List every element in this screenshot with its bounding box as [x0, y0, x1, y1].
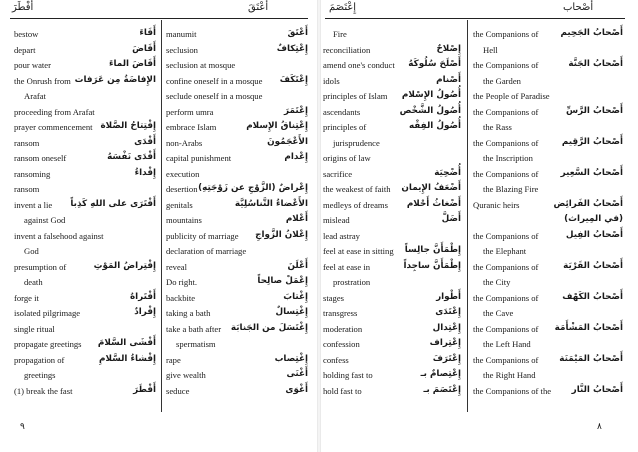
dictionary-entry — [166, 229, 308, 245]
entry-arabic: إِفْتِراضُ المَوْتِ — [93, 260, 156, 271]
dictionary-entry — [323, 27, 461, 43]
dictionary-entry — [14, 136, 156, 152]
entry-arabic: إِغْتابَ — [283, 291, 308, 302]
dictionary-entry — [14, 260, 156, 276]
entry-arabic: أَفْتَرَى على اللهِ كَذِباً — [70, 198, 156, 209]
entry-arabic: أَصْحابُ الجَحِيم — [560, 28, 623, 38]
entry-english: origins of law — [323, 153, 371, 163]
entry-arabic: أَفْطَرَ — [133, 384, 156, 395]
dictionary-entry — [473, 43, 623, 59]
entry-english: the weakest of faith — [323, 184, 391, 194]
dictionary-entry — [473, 136, 623, 152]
entry-english: the Companions of — [473, 323, 539, 334]
entry-english: embrace Islam — [166, 122, 217, 132]
dictionary-entry — [323, 353, 461, 369]
dictionary-entry — [473, 198, 623, 214]
dictionary-entry — [14, 291, 156, 307]
entry-arabic: أَصْحابُ المَيْمَنَة — [559, 353, 623, 364]
right-page-number: ٨ — [597, 421, 602, 431]
entry-english: Fire — [333, 29, 347, 39]
dictionary-entry — [323, 322, 461, 338]
entry-english: execution — [166, 168, 200, 179]
entry-arabic: إِفْشاءُ السَّلامِ — [99, 353, 156, 364]
entry-english: declaration of marriage — [166, 246, 247, 256]
left-page-column-divider — [161, 20, 162, 412]
dictionary-entry — [14, 322, 156, 338]
dictionary-entry — [473, 120, 623, 136]
entry-arabic: أَصْحابُ الجَنَّة — [568, 59, 623, 69]
entry-arabic: الأَعْجَمُونَ — [267, 136, 308, 147]
dictionary-entry — [14, 368, 156, 384]
dictionary-entry — [323, 337, 461, 353]
dictionary-entry — [166, 322, 308, 338]
dictionary-entry — [473, 322, 623, 338]
entry-arabic: أَفْتَراهُ — [129, 291, 156, 302]
entry-english: depart — [14, 44, 36, 55]
dictionary-entry — [473, 27, 623, 43]
entry-arabic: إِصْلاحٌ — [436, 43, 461, 54]
dictionary-entry — [166, 244, 308, 260]
entry-arabic: أَصْحابُ الفِيل — [565, 229, 623, 240]
entry-arabic: أَغْوَى — [285, 384, 308, 395]
entry-english: manumit — [166, 29, 197, 39]
right-page-column-1 — [323, 27, 461, 399]
entry-english: lead astray — [323, 230, 360, 241]
entry-english: confine oneself in a mosque — [166, 75, 263, 86]
dictionary-entry — [166, 43, 308, 59]
entry-arabic: أَصْحابُ النَّار — [571, 384, 623, 395]
entry-english: rape — [166, 354, 181, 365]
entry-arabic: إِغْتِسالٌ — [275, 307, 308, 317]
dictionary-entry — [14, 384, 156, 400]
dictionary-entry — [166, 368, 308, 384]
entry-english: desertion — [166, 184, 198, 194]
entry-english: Quranic heirs — [473, 199, 520, 210]
entry-english: forge it — [14, 292, 39, 303]
dictionary-entry — [166, 58, 308, 74]
entry-english: the Companions of — [473, 261, 539, 272]
entry-english: seclude oneself in a mosque — [166, 91, 263, 101]
dictionary-entry — [323, 275, 461, 291]
entry-arabic: أَضْغاثُ أَحْلام — [406, 198, 461, 209]
entry-english: Do right. — [166, 277, 198, 287]
entry-arabic: إِعْراضٌ (الزَّوْجِ عن زَوْجَتِهِ) — [198, 183, 308, 193]
dictionary-entry — [323, 136, 461, 152]
entry-arabic: أَفَاضَ الماءَ — [109, 59, 156, 69]
entry-english: the Companions of the — [473, 385, 552, 396]
dictionary-entry — [166, 182, 308, 198]
entry-english: holding fast to — [323, 370, 373, 380]
dictionary-entry — [473, 89, 623, 105]
entry-english: jurisprudence — [333, 137, 380, 148]
entry-english: sacrifice — [323, 168, 353, 179]
entry-arabic: أُصُولُ الفِقْه — [408, 121, 461, 131]
dictionary-entry — [473, 58, 623, 74]
entry-english: medleys of dreams — [323, 199, 388, 210]
dictionary-entry — [14, 151, 156, 167]
dictionary-entry — [166, 120, 308, 136]
entry-english: idols — [323, 75, 340, 86]
dictionary-entry — [323, 291, 461, 307]
entry-arabic: إِفْرادٌ — [134, 307, 156, 317]
entry-english: reveal — [166, 261, 187, 272]
entry-english: capital punishment — [166, 153, 232, 163]
entry-arabic: إِعْدام — [284, 152, 308, 162]
entry-arabic: الأَعْضاءُ التَّناسُلِيَّة — [234, 198, 308, 209]
entry-arabic: إِعْتِناقُ الإِسلام — [246, 121, 308, 131]
entry-english: the Companions of — [473, 60, 539, 70]
dictionary-entry — [14, 353, 156, 369]
entry-arabic: إِعْتِصامٌ بـ — [420, 369, 461, 379]
dictionary-entry — [166, 136, 308, 152]
entry-english: death — [24, 277, 43, 287]
entry-english: invent a falsehood against — [14, 230, 104, 241]
entry-english: ransom — [14, 137, 40, 148]
left-page-number: ٩ — [20, 421, 25, 431]
entry-english: the People of Paradise — [473, 91, 550, 101]
entry-english: the Blazing Fire — [483, 184, 539, 194]
right-page-header-left: إِعْتَصَمَ — [329, 2, 357, 13]
left-page-column-1 — [14, 27, 156, 399]
dictionary-entry — [323, 384, 461, 400]
dictionary-entry — [323, 43, 461, 59]
right-page-column-divider — [467, 20, 468, 412]
entry-arabic: إِعْلانُ الزَّواجِ — [255, 229, 308, 240]
dictionary-entry — [166, 306, 308, 322]
entry-arabic: أَفْدَى — [134, 136, 156, 147]
dictionary-entry — [323, 244, 461, 260]
entry-english: (1) break the fast — [14, 385, 73, 396]
dictionary-entry — [14, 27, 156, 43]
entry-english: presumption of — [14, 261, 67, 272]
dictionary-entry — [473, 167, 623, 183]
entry-english: perform umra — [166, 106, 214, 117]
entry-arabic: أُصُولُ الشَّخْص — [399, 105, 461, 116]
entry-english: take a bath after — [166, 323, 222, 334]
entry-english: the Garden — [483, 75, 521, 86]
dictionary-entry — [473, 368, 623, 384]
dictionary-entry — [166, 74, 308, 90]
entry-arabic: أَفَاضَ — [132, 43, 156, 54]
dictionary-entry — [166, 89, 308, 105]
entry-english: the Companions of — [473, 29, 539, 39]
dictionary-entry — [14, 337, 156, 353]
right-page — [319, 0, 638, 452]
entry-arabic: أَصْحابُ الفَرائِض — [553, 198, 623, 209]
entry-arabic: أَصْحابُ المَشْأَمَة — [554, 322, 623, 333]
dictionary-entry — [473, 275, 623, 291]
entry-english: stages — [323, 292, 345, 303]
dictionary-entry — [473, 74, 623, 90]
entry-english: the Rass — [483, 122, 512, 132]
entry-english: principles of — [323, 122, 367, 132]
left-page-header-right: أَعْتَقَ — [248, 2, 269, 13]
entry-arabic: أَصْحابُ الرَّقِيم — [561, 136, 623, 147]
entry-arabic: إِعْمَلْ صالِحاً — [257, 276, 308, 286]
dictionary-entry — [166, 105, 308, 121]
dictionary-entry — [14, 229, 156, 245]
dictionary-entry — [473, 213, 623, 229]
entry-english: seclusion at mosque — [166, 60, 236, 70]
entry-arabic: أَضَلَّ — [441, 214, 461, 224]
entry-english: ransoming — [14, 168, 51, 179]
entry-english: ransom — [14, 184, 40, 194]
dictionary-entry — [323, 368, 461, 384]
entry-arabic: إِعْتَكَفَ — [279, 74, 308, 85]
dictionary-entry — [14, 275, 156, 291]
entry-arabic: الإِفاضَةُ مِن عَرَفات — [74, 74, 156, 85]
entry-arabic: إِفْتِتاحُ الصَّلاة — [100, 121, 156, 131]
entry-english: against God — [24, 215, 66, 225]
entry-english: reconciliation — [323, 44, 371, 55]
dictionary-entry — [166, 353, 308, 369]
entry-arabic: أَصْحابُ القَرْيَة — [563, 260, 623, 271]
entry-arabic: إِعْتَدَى — [435, 307, 461, 317]
dictionary-entry — [166, 198, 308, 214]
entry-english: the Companions of — [473, 137, 539, 148]
entry-arabic: إِعْتِكافٌ — [276, 43, 308, 54]
entry-english: genitals — [166, 199, 193, 210]
dictionary-entry — [14, 182, 156, 198]
dictionary-entry — [14, 244, 156, 260]
entry-english: the Right Hand — [483, 370, 536, 380]
dictionary-entry — [473, 182, 623, 198]
dictionary-entry — [166, 337, 308, 353]
entry-english: seduce — [166, 385, 190, 396]
entry-english: confess — [323, 354, 349, 365]
dictionary-entry — [166, 275, 308, 291]
dictionary-entry — [323, 260, 461, 276]
dictionary-entry — [14, 120, 156, 136]
dictionary-entry — [323, 213, 461, 229]
entry-english: give wealth — [166, 370, 206, 380]
entry-arabic: أَصْنام — [436, 74, 461, 85]
entry-english: the Elephant — [483, 246, 527, 256]
entry-arabic: أَعْلَنَ — [287, 260, 308, 271]
entry-english: the City — [483, 277, 511, 287]
dictionary-entry — [473, 229, 623, 245]
dictionary-entry — [473, 337, 623, 353]
entry-arabic: أَصْحابُ السَّعِير — [560, 167, 623, 178]
dictionary-entry — [473, 306, 623, 322]
entry-english: backbite — [166, 292, 196, 303]
dictionary-entry — [323, 58, 461, 74]
entry-english: the Companions of — [473, 106, 539, 117]
entry-english: seclusion — [166, 44, 198, 55]
dictionary-entry — [14, 105, 156, 121]
entry-arabic: إِعْتَصَمَ بـ — [423, 384, 461, 395]
dictionary-entry — [166, 260, 308, 276]
dictionary-entry — [323, 198, 461, 214]
entry-english: the Cave — [483, 308, 514, 318]
entry-english: the Companions of — [473, 168, 539, 179]
dictionary-entry — [473, 151, 623, 167]
dictionary-entry — [166, 291, 308, 307]
entry-english: pour water — [14, 60, 51, 70]
dictionary-entry — [323, 151, 461, 167]
entry-english: taking a bath — [166, 308, 211, 318]
entry-english: single ritual — [14, 323, 55, 334]
entry-english: transgress — [323, 308, 358, 318]
left-page-header-left: أَفْطَرَ — [12, 2, 34, 13]
entry-arabic: أَفْدَى نَفْسَهُ — [107, 152, 156, 162]
entry-english: Hell — [483, 44, 498, 55]
entry-arabic: أَصْحابُ الرَّسِّ — [566, 105, 623, 116]
entry-english: the Companions of — [473, 292, 539, 303]
entry-english: hold fast to — [323, 385, 362, 396]
entry-english: publicity of marriage — [166, 230, 239, 241]
right-page-header-right: أَصْحاب — [563, 2, 594, 13]
entry-english: ascendants — [323, 106, 361, 117]
dictionary-entry — [473, 260, 623, 276]
dictionary-entry — [323, 120, 461, 136]
entry-arabic: أَصْلَحَ سُلُوكَهُ — [408, 59, 461, 69]
dictionary-entry — [166, 213, 308, 229]
entry-arabic: إِغْتِصاب — [274, 353, 308, 364]
entry-arabic: إِعْتَمَرَ — [284, 105, 308, 116]
entry-arabic: أَفْشَى السَّلامَ — [97, 338, 156, 348]
entry-english: the Inscription — [483, 153, 533, 163]
entry-english: the Companions of — [473, 230, 539, 241]
dictionary-entry — [473, 384, 623, 400]
entry-english: prayer commencement — [14, 122, 93, 132]
entry-english: propagate greetings — [14, 339, 82, 349]
entry-arabic: إِطْمَأَنَّ جالِساً — [404, 245, 461, 255]
dictionary-entry — [473, 353, 623, 369]
dictionary-entry — [323, 89, 461, 105]
entry-english: invent a lie — [14, 199, 53, 210]
entry-english: Arafat — [24, 91, 46, 101]
dictionary-entry — [14, 213, 156, 229]
entry-english: moderation — [323, 323, 363, 334]
dictionary-entry — [473, 105, 623, 121]
dictionary-entry — [14, 89, 156, 105]
dictionary-entry — [323, 306, 461, 322]
right-page-header-rule — [325, 18, 625, 19]
dictionary-entry — [473, 291, 623, 307]
left-page-column-2 — [166, 27, 308, 399]
dictionary-entry — [14, 306, 156, 322]
entry-english: mislead — [323, 215, 350, 225]
dictionary-entry — [166, 27, 308, 43]
entry-arabic: إِعْتَرَفَ — [432, 353, 461, 364]
dictionary-entry — [323, 182, 461, 198]
entry-english: confession — [323, 339, 360, 349]
entry-arabic: إِعْتِراف — [429, 338, 461, 348]
dictionary-entry — [323, 105, 461, 121]
entry-arabic: أَغْنَى — [286, 369, 308, 379]
entry-english: mountains — [166, 215, 202, 225]
entry-english: non-Arabs — [166, 137, 203, 148]
entry-english: proceeding from Arafat — [14, 106, 95, 117]
entry-arabic: أَعْلام — [285, 214, 308, 224]
entry-arabic: إِطْمَأَنَّ ساجِداً — [403, 260, 461, 271]
entry-arabic: أَفَاءَ — [139, 28, 156, 38]
dictionary-entry — [323, 74, 461, 90]
entry-english: spermatism — [176, 339, 216, 349]
entry-english: principles of Islam — [323, 91, 388, 101]
dictionary-entry — [14, 58, 156, 74]
entry-english: amend one's conduct — [323, 60, 395, 70]
dictionary-entry — [14, 43, 156, 59]
dictionary-entry — [14, 167, 156, 183]
entry-arabic: أَعْتَقَ — [287, 28, 308, 38]
dictionary-entry — [166, 151, 308, 167]
dictionary-entry — [14, 198, 156, 214]
dictionary-entry — [323, 167, 461, 183]
entry-english: greetings — [24, 370, 56, 380]
entry-english: the Left Hand — [483, 339, 531, 349]
right-page-column-2 — [473, 27, 623, 399]
entry-english: the Onrush from — [14, 75, 71, 86]
dictionary-entry — [473, 244, 623, 260]
entry-arabic: أَصْحابُ الكَهْف — [562, 291, 623, 302]
entry-arabic: (في المِيراث) — [564, 214, 623, 224]
left-page-header-rule — [10, 18, 308, 19]
dictionary-entry — [166, 167, 308, 183]
entry-arabic: إِعْتِدال — [432, 322, 461, 333]
entry-arabic: إِفْداءُ — [134, 167, 156, 178]
entry-english: isolated pilgrimage — [14, 308, 81, 318]
dictionary-entry — [166, 384, 308, 400]
entry-arabic: أُضْحِيَة — [434, 167, 461, 178]
entry-english: feel at ease in — [323, 261, 370, 272]
entry-arabic: أُصُولُ الإِسْلام — [401, 90, 461, 100]
entry-english: bestow — [14, 29, 39, 39]
entry-english: propagation of — [14, 354, 65, 365]
dictionary-entry — [14, 74, 156, 90]
entry-arabic: أَطْوار — [436, 291, 461, 302]
entry-english: feel at ease in sitting — [323, 246, 394, 256]
entry-arabic: أَضْعَفُ الإِيمان — [401, 183, 461, 193]
dictionary-entry — [323, 229, 461, 245]
entry-english: the Companions of — [473, 354, 539, 365]
entry-arabic: إِغْتَسَلَ من الجَنابَة — [230, 322, 308, 333]
entry-english: prostration — [333, 277, 371, 287]
entry-english: God — [24, 246, 39, 256]
entry-english: ransom oneself — [14, 153, 67, 163]
